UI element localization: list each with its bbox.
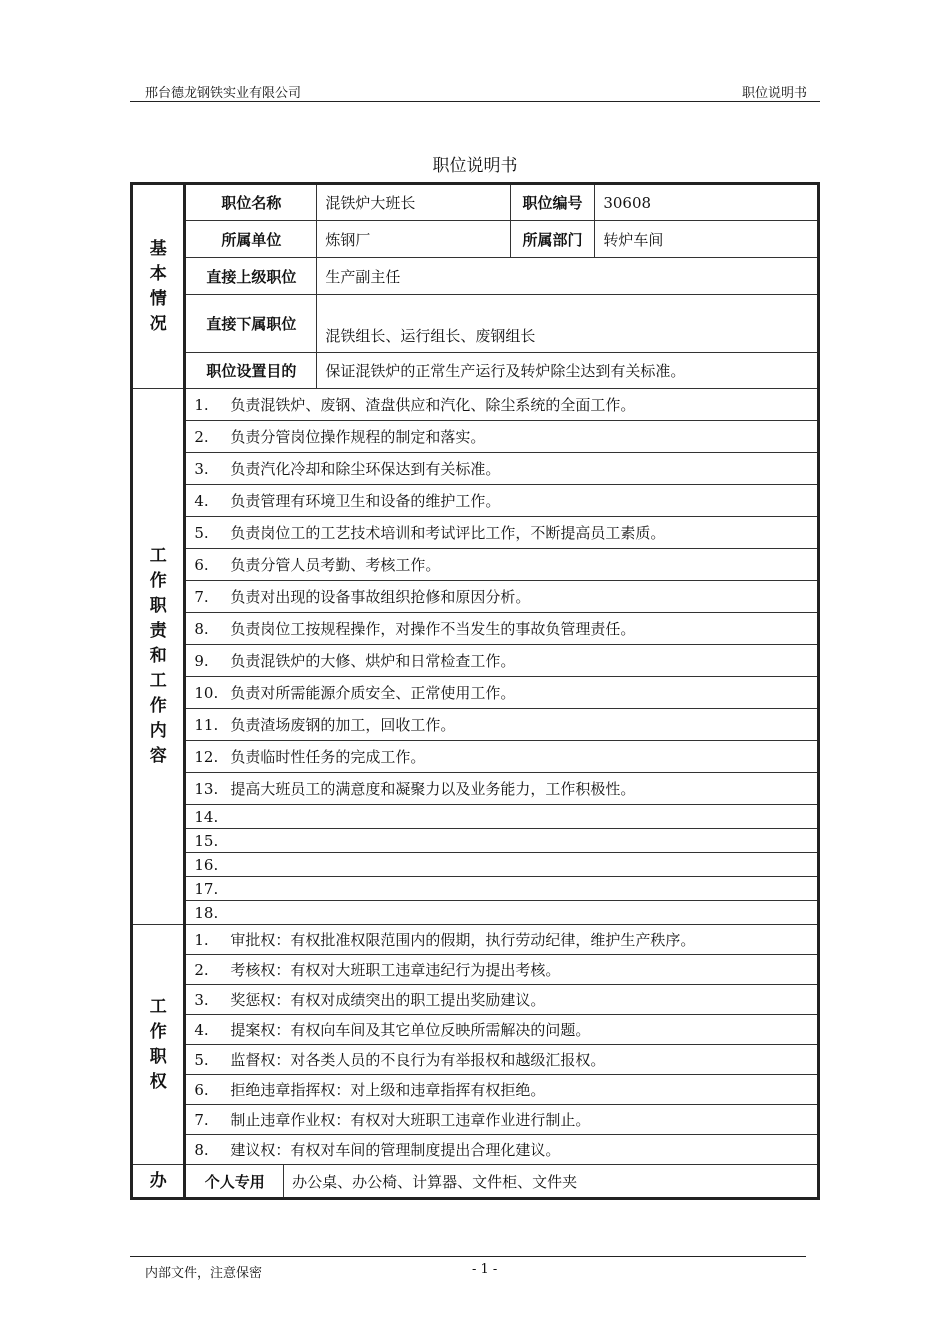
item-number: 12. <box>194 748 219 766</box>
list-item <box>132 741 819 773</box>
item-cell <box>185 549 819 581</box>
item-number: 11. <box>194 716 219 734</box>
section-duties <box>132 389 185 925</box>
item-cell <box>185 1075 819 1105</box>
item-cell <box>185 517 819 549</box>
section-char: 责 <box>149 621 167 641</box>
section-char: 作 <box>149 696 167 716</box>
item-text: 负责管理有环境卫生和设备的维护工作。 <box>230 492 501 510</box>
footer-confidential-note: 内部文件，注意保密 <box>145 1266 263 1281</box>
item-text: 负责混铁炉的大修、烘炉和日常检查工作。 <box>230 652 516 670</box>
item-text: 提高大班员工的满意度和凝聚力以及业务能力，工作积极性。 <box>230 780 636 798</box>
list-item <box>132 829 819 853</box>
item-number: 7. <box>194 1111 209 1129</box>
item-number: 17. <box>194 879 219 898</box>
item-number: 7. <box>194 588 209 606</box>
office-row <box>132 1165 819 1199</box>
superior-value: 生产副主任 <box>317 258 819 295</box>
list-item <box>132 549 819 581</box>
basic-row-name <box>132 184 819 221</box>
position-description-table <box>130 182 820 1200</box>
item-cell <box>185 1135 819 1165</box>
item-cell <box>185 853 819 877</box>
item-number: 9. <box>194 652 209 670</box>
section-char: 和 <box>149 646 167 666</box>
section-char: 职 <box>149 1046 167 1067</box>
section-office: 办 <box>132 1165 185 1199</box>
item-number: 1. <box>194 931 209 949</box>
item-text: 负责分管岗位操作规程的制定和落实。 <box>230 428 486 446</box>
item-text: 负责混铁炉、废钢、渣盘供应和汽化、除尘系统的全面工作。 <box>230 396 636 414</box>
item-number: 8. <box>194 1141 209 1159</box>
item-cell <box>185 1045 819 1075</box>
item-text: 负责对出现的设备事故组织抢修和原因分析。 <box>230 588 531 606</box>
header-doc-type: 职位说明书 <box>741 86 807 101</box>
list-item <box>132 485 819 517</box>
section-char: 作 <box>149 1021 167 1042</box>
item-number: 4. <box>194 1021 209 1039</box>
item-number: 2. <box>194 961 209 979</box>
item-number: 10. <box>194 684 219 702</box>
section-char: 况 <box>149 313 167 334</box>
item-cell <box>185 485 819 517</box>
personal-use-items: 办公桌、办公椅、计算器、文件柜、文件夹 <box>284 1165 819 1199</box>
item-cell <box>185 421 819 453</box>
item-number: 18. <box>194 903 219 922</box>
item-cell <box>185 709 819 741</box>
item-number: 6. <box>194 556 209 574</box>
page-number: - 1 - <box>472 1262 498 1277</box>
list-item <box>132 1045 819 1075</box>
list-item <box>132 645 819 677</box>
list-item <box>132 925 819 955</box>
dept-label: 所属部门 <box>510 221 595 258</box>
item-cell <box>185 453 819 485</box>
section-char: 容 <box>149 746 167 766</box>
list-item <box>132 955 819 985</box>
item-cell <box>185 901 819 925</box>
personal-use-label: 个人专用 <box>185 1165 284 1199</box>
item-cell <box>185 985 819 1015</box>
subordinate-label: 直接下属职位 <box>185 295 317 353</box>
basic-row-subordinate <box>132 295 819 353</box>
item-cell <box>185 773 819 805</box>
unit-label: 所属单位 <box>185 221 317 258</box>
item-cell <box>185 741 819 773</box>
list-item <box>132 805 819 829</box>
item-text: 审批权：有权批准权限范围内的假期，执行劳动纪律，维护生产秩序。 <box>230 931 696 949</box>
list-item <box>132 877 819 901</box>
list-item <box>132 901 819 925</box>
item-number: 5. <box>194 1051 209 1069</box>
list-item <box>132 1075 819 1105</box>
item-text: 负责渣场废钢的加工，回收工作。 <box>230 716 456 734</box>
item-number: 16. <box>194 855 219 874</box>
item-number: 5. <box>194 524 209 542</box>
item-text: 负责汽化冷却和除尘环保达到有关标准。 <box>230 460 501 478</box>
list-item <box>132 677 819 709</box>
item-text: 建议权：有权对车间的管理制度提出合理化建议。 <box>230 1141 561 1159</box>
item-number: 15. <box>194 831 219 850</box>
item-text: 负责分管人员考勤、考核工作。 <box>230 556 441 574</box>
section-char: 工 <box>149 671 167 691</box>
basic-row-purpose <box>132 353 819 389</box>
list-item <box>132 581 819 613</box>
item-text: 制止违章作业权：有权对大班职工违章作业进行制止。 <box>230 1111 591 1129</box>
position-name-value: 混铁炉大班长 <box>317 184 510 221</box>
list-item <box>132 613 819 645</box>
item-number: 2. <box>194 428 209 446</box>
section-char: 内 <box>149 721 167 741</box>
footer-rule <box>130 1256 806 1257</box>
item-text: 负责岗位工的工艺技术培训和考试评比工作，不断提高员工素质。 <box>230 524 666 542</box>
section-char: 情 <box>149 288 167 309</box>
position-code-label: 职位编号 <box>510 184 595 221</box>
section-basic-info <box>132 184 185 389</box>
list-item <box>132 1135 819 1165</box>
item-text: 奖惩权：有权对成绩突出的职工提出奖励建议。 <box>230 991 546 1009</box>
item-text: 监督权：对各类人员的不良行为有举报权和越级汇报权。 <box>230 1051 606 1069</box>
list-item <box>132 389 819 421</box>
purpose-value: 保证混铁炉的正常生产运行及转炉除尘达到有关标准。 <box>317 353 819 389</box>
item-cell <box>185 645 819 677</box>
authority-section <box>132 925 819 1165</box>
unit-value: 炼钢厂 <box>317 221 510 258</box>
item-cell <box>185 925 819 955</box>
item-cell <box>185 877 819 901</box>
item-cell <box>185 1105 819 1135</box>
list-item <box>132 517 819 549</box>
basic-row-unit <box>132 221 819 258</box>
item-number: 8. <box>194 620 209 638</box>
item-cell <box>185 955 819 985</box>
section-char: 本 <box>149 263 167 284</box>
duties-section <box>132 389 819 925</box>
section-authority <box>132 925 185 1165</box>
list-item <box>132 853 819 877</box>
item-number: 13. <box>194 780 219 798</box>
section-char: 工 <box>149 546 167 566</box>
item-cell <box>185 677 819 709</box>
basic-row-superior <box>132 258 819 295</box>
header-company: 邢台德龙钢铁实业有限公司 <box>145 86 302 101</box>
item-text: 考核权：有权对大班职工违章违纪行为提出考核。 <box>230 961 561 979</box>
item-cell <box>185 389 819 421</box>
item-cell <box>185 805 819 829</box>
superior-label: 直接上级职位 <box>185 258 317 295</box>
section-char: 作 <box>149 571 167 591</box>
list-item <box>132 709 819 741</box>
purpose-label: 职位设置目的 <box>185 353 317 389</box>
item-text: 提案权：有权向车间及其它单位反映所需解决的问题。 <box>230 1021 591 1039</box>
subordinate-value: 混铁组长、运行组长、废钢组长 <box>317 295 819 353</box>
item-cell <box>185 1015 819 1045</box>
section-char: 职 <box>149 596 167 616</box>
item-number: 1. <box>194 396 209 414</box>
item-number: 3. <box>194 991 209 1009</box>
page-title: 职位说明书 <box>432 156 518 176</box>
list-item <box>132 1015 819 1045</box>
item-number: 3. <box>194 460 209 478</box>
list-item <box>132 985 819 1015</box>
list-item <box>132 1105 819 1135</box>
item-text: 拒绝违章指挥权：对上级和违章指挥有权拒绝。 <box>230 1081 546 1099</box>
section-char: 基 <box>149 238 167 259</box>
list-item <box>132 453 819 485</box>
item-number: 14. <box>194 807 219 826</box>
dept-value: 转炉车间 <box>595 221 819 258</box>
section-char: 工 <box>149 996 167 1017</box>
item-text: 负责岗位工按规程操作，对操作不当发生的事故负管理责任。 <box>230 620 636 638</box>
item-cell <box>185 581 819 613</box>
position-name-label: 职位名称 <box>185 184 317 221</box>
item-cell <box>185 613 819 645</box>
item-text: 负责临时性任务的完成工作。 <box>230 748 426 766</box>
list-item <box>132 421 819 453</box>
item-cell <box>185 829 819 853</box>
item-number: 6. <box>194 1081 209 1099</box>
section-char: 权 <box>149 1071 167 1092</box>
position-code-value: 30608 <box>595 184 819 221</box>
item-text: 负责对所需能源介质安全、正常使用工作。 <box>230 684 516 702</box>
item-number: 4. <box>194 492 209 510</box>
header-rule <box>130 101 820 102</box>
list-item <box>132 773 819 805</box>
